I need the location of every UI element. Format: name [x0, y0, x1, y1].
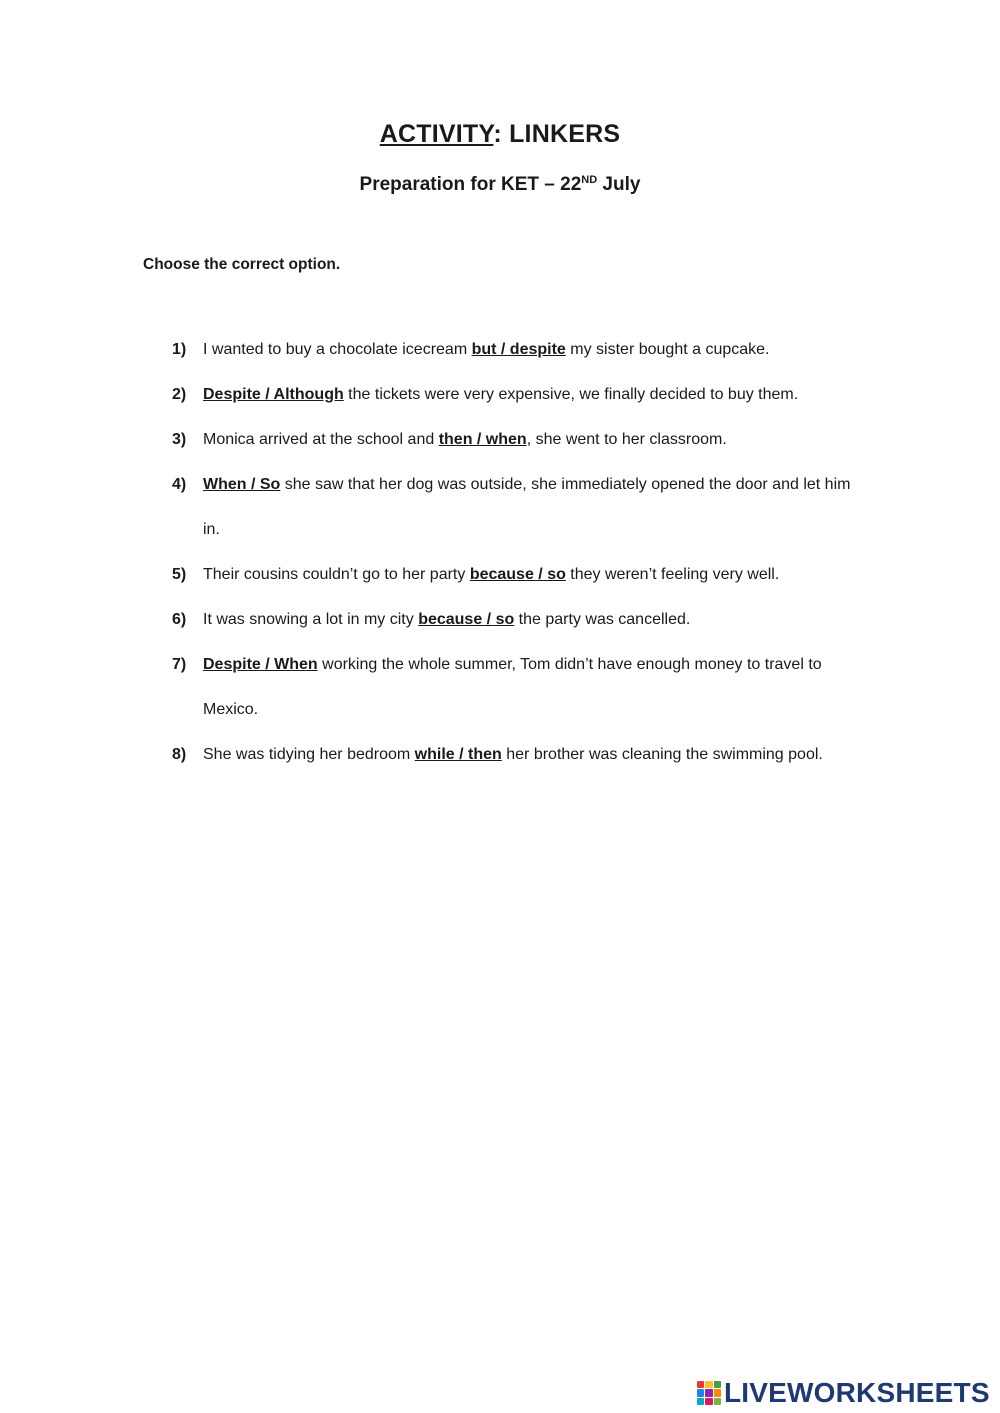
item-number: 5)	[172, 566, 187, 583]
logo-cell	[697, 1398, 704, 1405]
item-number: 6)	[172, 611, 187, 628]
exercise-list	[0, 327, 1000, 777]
linker-option[interactable]: because / so	[418, 611, 515, 628]
exercise-item	[0, 462, 1000, 552]
item-text-after: her brother was cleaning the swimming pool.	[501, 746, 823, 763]
logo-cell	[697, 1389, 704, 1396]
item-text-after: she saw that her dog was outside, she immediately opened the door and let him in.	[203, 476, 851, 538]
exercise-item	[0, 597, 1000, 642]
liveworksheets-logo[interactable]	[697, 1377, 990, 1409]
linker-option[interactable]: Despite / When	[203, 656, 318, 673]
item-number: 2)	[172, 386, 187, 403]
logo-cell	[705, 1398, 712, 1405]
linker-option[interactable]: because / so	[469, 566, 566, 583]
item-text-before: I wanted to buy a chocolate icecream	[203, 341, 472, 358]
logo-cell	[714, 1389, 721, 1396]
item-number: 1)	[172, 341, 187, 358]
logo-cell	[714, 1381, 721, 1388]
item-text-after: , she went to her classroom.	[526, 431, 727, 448]
item-text-after: the party was cancelled.	[514, 611, 691, 628]
logo-cell	[714, 1398, 721, 1405]
item-text-after: they weren’t feeling very well.	[565, 566, 780, 583]
exercise-item	[0, 732, 1000, 777]
exercise-item	[0, 552, 1000, 597]
item-text-before: It was snowing a lot in my city	[203, 611, 419, 628]
exercise-item	[0, 372, 1000, 417]
subtitle-main: Preparation for KET – 22	[359, 174, 582, 195]
item-text-after: working the whole summer, Tom didn’t have enough money to travel to Mexico.	[203, 656, 822, 718]
exercise-item	[0, 327, 1000, 372]
item-text-before: Their cousins couldn’t go to her party	[203, 566, 470, 583]
item-number: 3)	[172, 431, 187, 448]
item-text-before: She was tidying her bedroom	[203, 746, 415, 763]
instruction-text: Choose the correct option.	[143, 256, 341, 273]
item-text-after: my sister bought a cupcake.	[565, 341, 770, 358]
logo-grid-icon	[697, 1381, 721, 1405]
item-number: 8)	[172, 746, 187, 763]
logo-cell	[705, 1381, 712, 1388]
logo-text: LIVEWORKSHEETS	[724, 1377, 990, 1408]
title-linkers: : LINKERS	[493, 120, 621, 148]
exercise-item	[0, 642, 1000, 732]
page-subtitle	[0, 174, 1000, 196]
subtitle-end: July	[597, 174, 641, 195]
exercise-item	[0, 417, 1000, 462]
linker-option[interactable]: then / when	[438, 431, 527, 448]
item-number: 4)	[172, 476, 187, 493]
logo-cell	[705, 1389, 712, 1396]
logo-cell	[697, 1381, 704, 1388]
item-text-before: Monica arrived at the school and	[203, 431, 439, 448]
item-text-after: the tickets were very expensive, we finally decided to buy them.	[343, 386, 799, 403]
linker-option[interactable]: Despite / Although	[203, 386, 344, 403]
linker-option[interactable]: but / despite	[471, 341, 566, 358]
page-title	[0, 120, 1000, 149]
linker-option[interactable]: When / So	[203, 476, 281, 493]
title-activity: ACTIVITY	[379, 120, 494, 148]
subtitle-superscript: ND	[581, 174, 598, 186]
item-number: 7)	[172, 656, 187, 673]
linker-option[interactable]: while / then	[414, 746, 502, 763]
